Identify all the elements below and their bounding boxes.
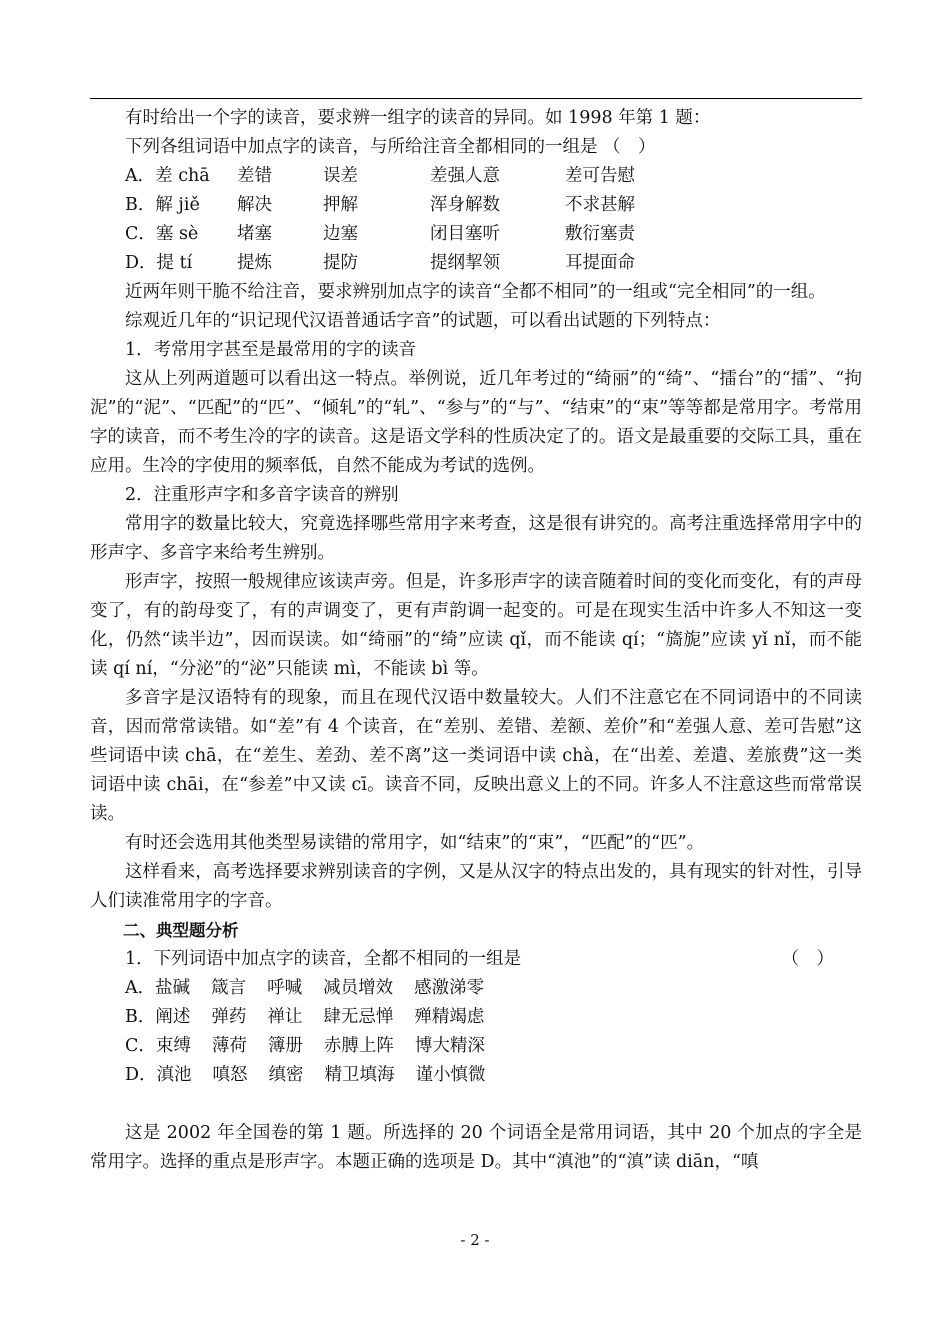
paragraph: 有时给出一个字的读音，要求辨一组字的读音的异同。如 1998 年第 1 题： (125, 108, 711, 128)
option-word: 误差 (323, 166, 358, 186)
option-word: 堵塞 (237, 224, 272, 244)
body-text (90, 104, 862, 1177)
option-word: 差强人意 (430, 166, 500, 186)
answer-paren: （ ） (781, 949, 834, 969)
option-label: A．盐碱 (125, 978, 191, 998)
option-row-a (90, 162, 862, 191)
option-word: 提纲挈领 (430, 253, 500, 273)
paragraph: 这从上列两道题可以看出这一特点。举例说，近几年考过的“绮丽”的“绮”、“擂台”的“擂”、“拘泥”的“泥”、“匹配”的“匹”、“倾轧”的“轧”、“参与”的“与”、“结束”的“束”等等都是常用字。考常用字的读音，而不考生冷的字的读音。这是语文学科的性质决定了的。语文是最重要的交际工具，重在应用。生冷的字使用的频率低，自然不能成为考试的选例。 (90, 369, 862, 476)
option-word: 差可告慰 (565, 166, 635, 186)
option-word: 谨小慎微 (415, 1065, 486, 1085)
question-option-a (90, 974, 862, 1003)
option-word: 箴言 (211, 978, 247, 998)
option-word: 差错 (237, 166, 272, 186)
option-word: 嗔怒 (212, 1065, 248, 1085)
question-text: 1．下列词语中加点字的读音，全都不相同的一组是 (125, 949, 522, 969)
option-word: 不求甚解 (565, 195, 635, 215)
subheading: 2．注重形声字和多音字读音的辨别 (125, 485, 399, 505)
option-word: 缜密 (268, 1065, 304, 1085)
option-word: 浑身解数 (430, 195, 500, 215)
option-word: 边塞 (323, 224, 358, 244)
option-word: 感激涕零 (414, 978, 485, 998)
header-rule (90, 98, 862, 99)
paragraph: 近两年则干脆不给注音，要求辨别加点字的读音“全都不相同”的一组或“完全相同”的一组。 (125, 282, 826, 302)
option-word: 闭目塞听 (430, 224, 500, 244)
section-heading: 二、典型题分析 (123, 921, 239, 940)
option-row-b (90, 191, 862, 220)
paragraph: 这是 2002 年全国卷的第 1 题。所选择的 20 个词语全是常用词语，其中 20 个加点的字全是常用字。选择的重点是形声字。本题正确的选项是 D。其中“滇池”的“滇”读 diān，“嗔 (90, 1123, 862, 1172)
option-word: 赤膊上阵 (323, 1036, 394, 1056)
question-option-c (90, 1032, 862, 1061)
paragraph: 形声字，按照一般规律应该读声旁。但是，许多形声字的读音随着时间的变化而变化，有的声母变了，有的韵母变了，有的声调变了，更有声韵调一起变的。可是在现实生活中许多人不知这一变化，仍然“读半边”，因而误读。如“绮丽”的“绮”应读 qǐ，而不能读 qí；“旖旎”应读 yǐ nǐ，而不能读 qí ní，“分泌”的“泌”只能读 mì，不能读 bì 等。 (90, 572, 862, 679)
paragraph: 多音字是汉语特有的现象，而且在现代汉语中数量较大。人们不注意它在不同词语中的不同读音，因而常常读错。如“差”有 4 个读音，在“差别、差错、差额、差价”和“差强人意、差可告慰”这些词语中读 chā，在“差生、差劲、差不离”这一类词语中读 chà，在“出差、差遣、差旅费”这一类词语中读 chāi，在“参差”中又读 cī。读音不同，反映出意义上的不同。许多人不注意这些而常常误读。 (90, 688, 862, 824)
paragraph: 这样看来，高考选择要求辨别读音的字例，又是从汉字的特点出发的，具有现实的针对性，引导人们读准常用字的字音。 (90, 862, 862, 911)
option-word: 簿册 (267, 1036, 303, 1056)
option-word: 押解 (323, 195, 358, 215)
option-word: 提炼 (237, 253, 272, 273)
paragraph: 综观近几年的“识记现代汉语普通话字音”的试题，可以看出试题的下列特点： (125, 311, 721, 331)
option-word: 减员增效 (323, 978, 394, 998)
option-word: 肆无忌惮 (323, 1007, 394, 1027)
page-number: - 2 - (460, 1231, 490, 1249)
option-label: D．提 tí (125, 253, 193, 273)
option-word: 薄荷 (211, 1036, 247, 1056)
option-label: C．塞 sè (125, 224, 199, 244)
paragraph: 下列各组词语中加点字的读音，与所给注音全都相同的一组是 （ ） (125, 137, 656, 157)
question-stem (90, 945, 862, 974)
paragraph: 有时还会选用其他类型易读错的常用字，如“结束”的“束”，“匹配”的“匹”。 (125, 833, 705, 853)
subheading: 1．考常用字甚至是最常用的字的读音 (125, 340, 417, 360)
option-label: B．阐述 (125, 1007, 191, 1027)
option-word: 提防 (323, 253, 358, 273)
option-word: 敷衍塞责 (565, 224, 635, 244)
option-word: 精卫填海 (324, 1065, 395, 1085)
option-word: 呼喊 (267, 978, 303, 998)
option-row-c (90, 220, 862, 249)
option-word: 解决 (237, 195, 272, 215)
option-label: A．差 chā (125, 166, 210, 186)
option-word: 博大精深 (414, 1036, 485, 1056)
option-word: 弹药 (211, 1007, 247, 1027)
option-word: 耳提面命 (565, 253, 635, 273)
paragraph: 常用字的数量比较大，究竟选择哪些常用字来考查，这是很有讲究的。高考注重选择常用字中的形声字、多音字来给考生辨别。 (90, 514, 862, 563)
option-word: 殚精竭虑 (414, 1007, 485, 1027)
blank-line (90, 1090, 862, 1119)
question-option-b (90, 1003, 862, 1032)
option-label: D．滇池 (125, 1065, 192, 1085)
option-label: B．解 jiě (125, 195, 200, 215)
option-word: 禅让 (267, 1007, 303, 1027)
option-label: C．束缚 (125, 1036, 191, 1056)
option-row-d (90, 249, 862, 278)
question-option-d (90, 1061, 862, 1090)
